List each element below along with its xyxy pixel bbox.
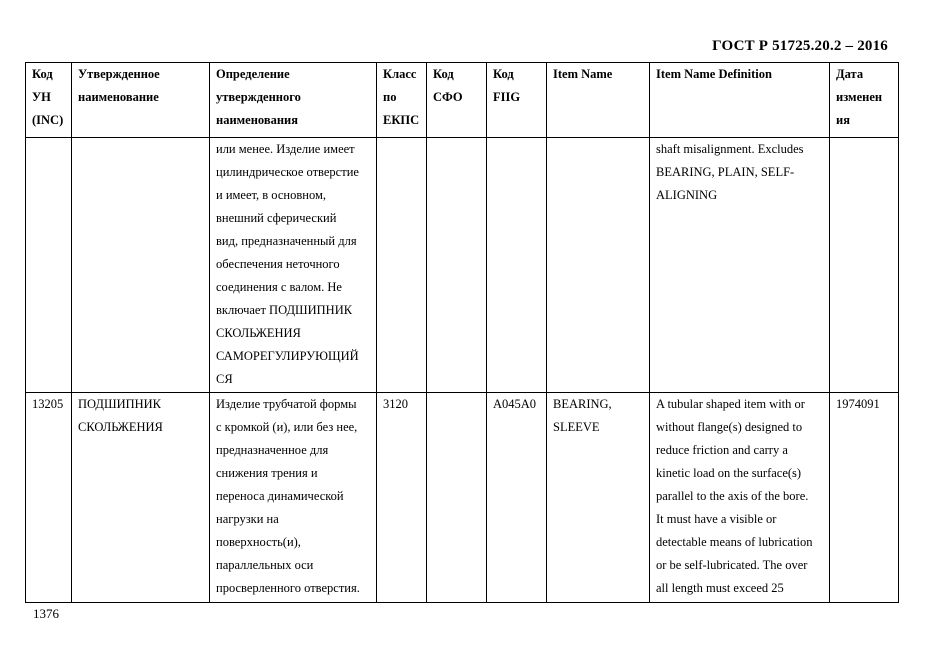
header-name-definition: Определение утвержденного наименования: [210, 63, 377, 138]
header-inc: Код УН (INC): [26, 63, 72, 138]
header-approved-name: Утвержденное наименование: [72, 63, 210, 138]
cell-definition-en: A tubular shaped item with or without flange(s) designed to reduce friction and carry a kinetic load on the surface(s) parallel to the axis of the bore. It must have a visible or detectable means of lubrication or be self-lubricated. The over all length must exceed 25: [650, 393, 830, 603]
cell-fiig-code: A045A0: [487, 393, 547, 603]
cell-fiig-code: [487, 138, 547, 393]
table-row: [26, 393, 899, 603]
cell-definition-en: shaft misalignment. Excludes BEARING, PLAIN, SELF- ALIGNING: [650, 138, 830, 393]
cell-item-name: BEARING, SLEEVE: [547, 393, 650, 603]
table-row: [26, 138, 899, 393]
header-change-date: Дата изменен ия: [830, 63, 899, 138]
cell-ekps-class: 3120: [377, 393, 427, 603]
header-ekps-class: Класс по ЕКПС: [377, 63, 427, 138]
page-number: 1376: [33, 606, 59, 621]
header-sfo-code: Код СФО: [427, 63, 487, 138]
inc-table: [25, 62, 899, 603]
cell-change-date: 1974091: [830, 393, 899, 603]
cell-item-name: [547, 138, 650, 393]
cell-sfo-code: [427, 138, 487, 393]
cell-inc: [26, 138, 72, 393]
cell-approved-name: [72, 138, 210, 393]
cell-ekps-class: [377, 138, 427, 393]
cell-change-date: [830, 138, 899, 393]
header-fiig-code: Код FIIG: [487, 63, 547, 138]
cell-inc: 13205: [26, 393, 72, 603]
cell-definition-ru: или менее. Изделие имеет цилиндрическое отверстие и имеет, в основном, внешний сферический вид, предназначенный для обеспечения неточного соединения с валом. Не включает ПОДШИПНИК СКОЛЬЖЕНИЯ САМОРЕГУЛИРУЮЩИЙ СЯ: [210, 138, 377, 393]
document-standard-code: ГОСТ Р 51725.20.2 – 2016: [712, 38, 888, 54]
table-header-row: [26, 63, 899, 138]
header-item-name-definition: Item Name Definition: [650, 63, 830, 138]
cell-definition-ru: Изделие трубчатой формы с кромкой (и), или без нее, предназначенное для снижения трения и переноса динамической нагрузки на поверхность(и), параллельных оси просверленного отверстия.: [210, 393, 377, 603]
header-item-name: Item Name: [547, 63, 650, 138]
cell-sfo-code: [427, 393, 487, 603]
cell-approved-name: ПОДШИПНИК СКОЛЬЖЕНИЯ: [72, 393, 210, 603]
